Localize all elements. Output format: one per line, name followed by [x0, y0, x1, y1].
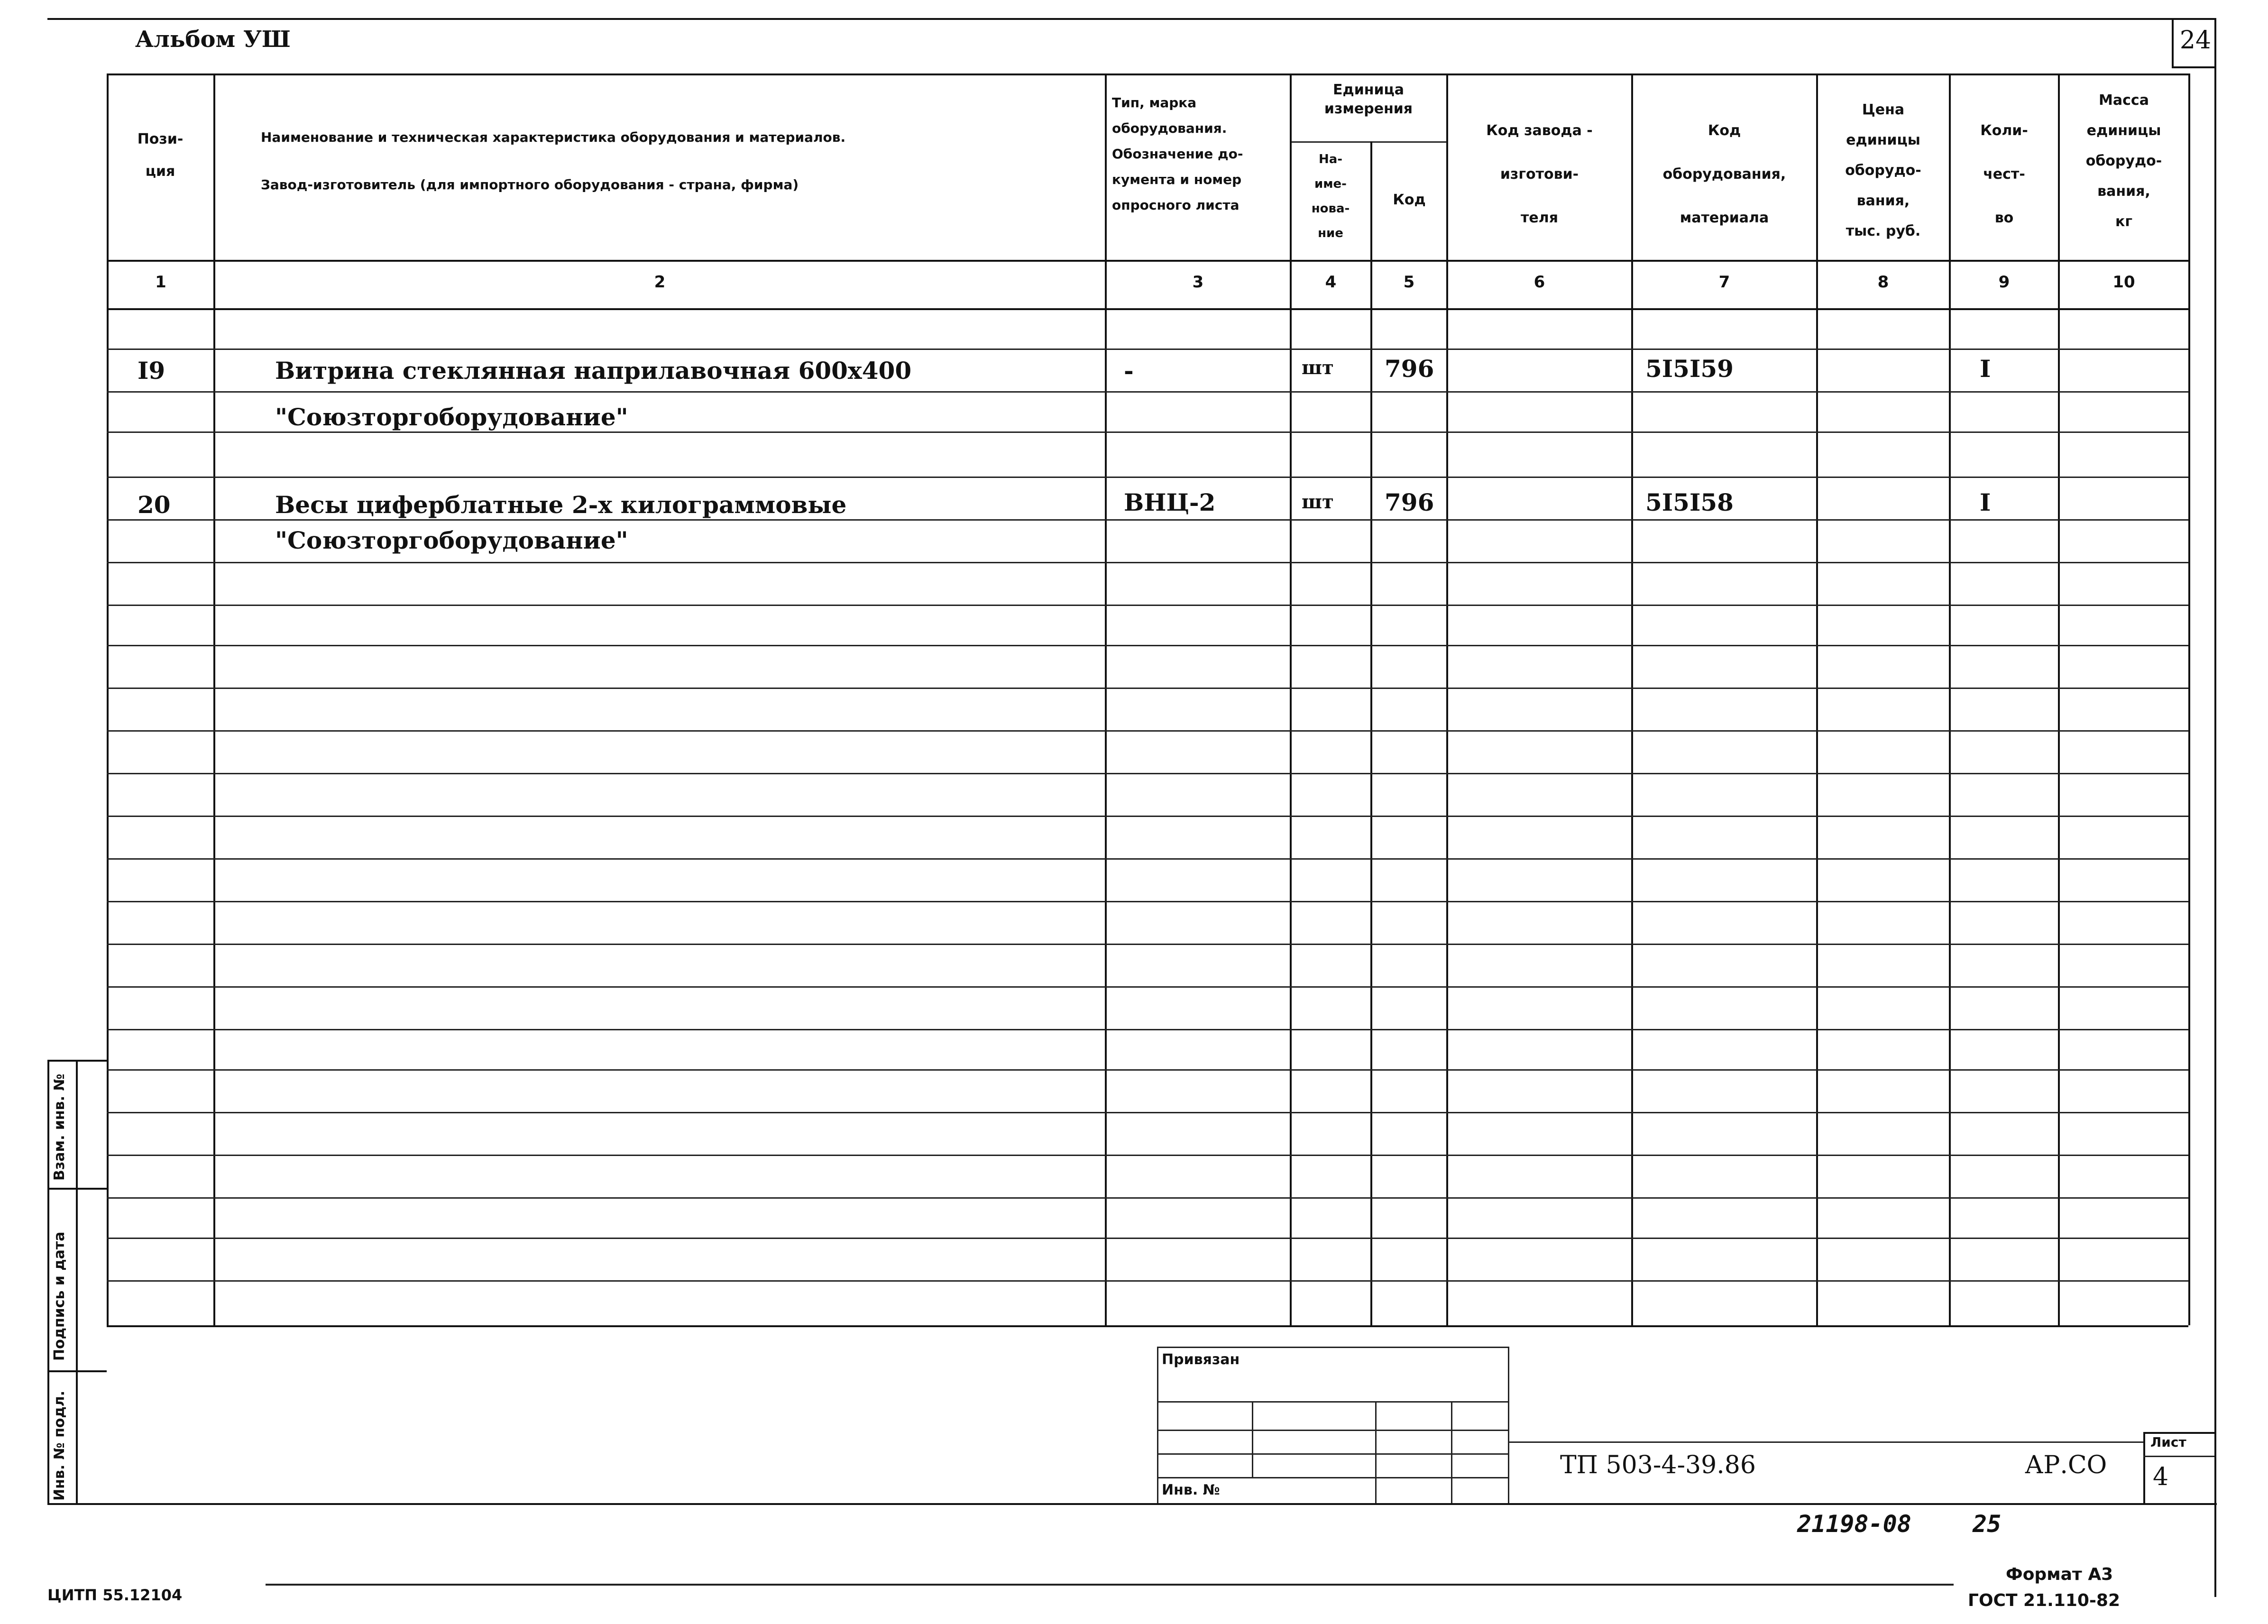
- linked-box-col: [1375, 1401, 1377, 1503]
- sheet-box-top: [2143, 1432, 2214, 1434]
- col-divider-6: [1631, 73, 1633, 1325]
- col-number-3: 3: [1192, 273, 1204, 292]
- row-type: -: [1124, 357, 1134, 385]
- col-divider-3: [1290, 73, 1292, 1325]
- row-line: [107, 645, 2188, 646]
- col-number-6: 6: [1533, 273, 1545, 292]
- frame-top-line: [47, 18, 2214, 20]
- row-line: [107, 391, 2188, 393]
- title-block-bottom: [107, 1503, 2217, 1505]
- row-line: [107, 1197, 2188, 1199]
- row-line: [107, 816, 2188, 817]
- sheet-label: Лист: [2150, 1434, 2186, 1450]
- row-line: [107, 730, 2188, 732]
- header-bottom-line: [107, 260, 2188, 262]
- side-strip-sep-2: [47, 1370, 107, 1372]
- row-qty: I: [1980, 355, 1991, 383]
- unit-group-divider: [1290, 141, 1446, 143]
- side-label-replace-inv: Взам. инв. №: [51, 1073, 68, 1181]
- col-divider-4: [1370, 141, 1372, 1325]
- col-divider-5: [1446, 73, 1448, 1325]
- col-number-2: 2: [654, 273, 666, 292]
- sheet-number: 4: [2153, 1463, 2169, 1491]
- col-number-7: 7: [1718, 273, 1730, 292]
- linked-box-row: [1157, 1401, 1508, 1403]
- side-strip-bottom: [47, 1503, 109, 1505]
- linked-box-col: [1252, 1401, 1253, 1477]
- footer-gost: ГОСТ 21.110-82: [1968, 1591, 2121, 1610]
- row-line: [107, 1029, 2188, 1030]
- row-unit: шт: [1302, 491, 1334, 513]
- col-divider-9: [2058, 73, 2060, 1325]
- col-number-5: 5: [1403, 273, 1415, 292]
- linked-box-row: [1157, 1430, 1508, 1431]
- doc-mark: АР.СО: [2025, 1451, 2107, 1479]
- col-header-3: Тип, марка оборудования. Обозначение до- кумента и номер опросного листа: [1112, 95, 1243, 213]
- col-divider-1: [213, 73, 215, 1325]
- sheet-box-left: [2143, 1432, 2145, 1503]
- frame-right-line: [2214, 18, 2216, 1597]
- row-unit: шт: [1302, 357, 1334, 379]
- archive-stamp-number: 21198-08: [1797, 1510, 1911, 1538]
- row-line: [107, 944, 2188, 945]
- row-line: [107, 1112, 2188, 1113]
- unit-group-header: Единица измерения: [1324, 82, 1413, 117]
- album-title: Альбом УШ: [135, 26, 291, 53]
- linked-box-left: [1157, 1347, 1158, 1503]
- col-divider-7: [1816, 73, 1818, 1325]
- row-line: [107, 986, 2188, 988]
- row-line: [107, 1280, 2188, 1282]
- linked-box-top: [1157, 1347, 1508, 1348]
- side-strip-top: [47, 1060, 107, 1062]
- row-line: [107, 688, 2188, 689]
- row-line: [107, 773, 2188, 774]
- col-divider-2: [1105, 73, 1107, 1325]
- col-divider-8: [1949, 73, 1951, 1325]
- col-number-9: 9: [1998, 273, 2010, 292]
- inv-no-label: Инв. №: [1162, 1482, 1220, 1498]
- col-number-10: 10: [2112, 273, 2135, 292]
- row-name: Весы циферблатные 2-х килограммовые: [275, 491, 847, 519]
- side-label-sign-date: Подпись и дата: [51, 1231, 68, 1361]
- row-equip-code: 5I5I59: [1645, 355, 1734, 383]
- linked-box-row: [1157, 1453, 1508, 1455]
- side-label-orig-inv: Инв. № подл.: [51, 1390, 68, 1501]
- doc-code-top: [1508, 1441, 2143, 1443]
- row-unit-code: 796: [1385, 355, 1434, 383]
- col-header-5: Код: [1393, 192, 1426, 208]
- footer-line: [266, 1584, 1954, 1586]
- page-number-box-bottom: [2172, 66, 2214, 68]
- sheet-box-divider: [2143, 1456, 2214, 1457]
- row-qty: I: [1980, 488, 1991, 516]
- table-bottom-line: [107, 1325, 2188, 1327]
- row-equip-code: 5I5I58: [1645, 488, 1734, 516]
- row-line: [107, 519, 2188, 521]
- col-header-9: Коли- чест- во: [1980, 122, 2028, 226]
- col-header-10: Масса единицы оборудо- вания, кг: [2085, 92, 2162, 230]
- row-line: [107, 562, 2188, 563]
- col-header-2: Наименование и техническая характеристика оборудования и материалов. Завод-изготовитель (для импортного оборудования - страна, фирма): [261, 129, 846, 193]
- row-position: I9: [138, 357, 165, 385]
- row-line: [107, 349, 2188, 350]
- col-header-7: Код оборудования, материала: [1662, 122, 1786, 226]
- row-line: [107, 1238, 2188, 1239]
- col-number-4: 4: [1325, 273, 1337, 292]
- linked-box-row: [1157, 1477, 1508, 1478]
- row-unit-code: 796: [1385, 488, 1434, 516]
- footer-left-code: ЦИТП 55.12104: [47, 1586, 183, 1604]
- row-name: "Союзторгоборудование": [275, 403, 628, 431]
- doc-code: ТП 503-4-39.86: [1560, 1451, 1756, 1479]
- side-strip-divider: [76, 1060, 78, 1503]
- col-header-6: Код завода - изготови- теля: [1486, 122, 1593, 226]
- row-name: Витрина стеклянная наприлавочная 600x400: [275, 357, 912, 385]
- col-header-4: На- име- нова- ние: [1311, 152, 1350, 240]
- col-header-8: Цена единицы оборудо- вания, тыс. руб.: [1845, 101, 1921, 239]
- colnum-bottom-line: [107, 308, 2188, 310]
- side-strip-left: [47, 1060, 49, 1503]
- linked-label: Привязан: [1162, 1351, 1240, 1368]
- row-name: "Союзторгоборудование": [275, 526, 628, 554]
- row-line: [107, 477, 2188, 478]
- row-line: [107, 1069, 2188, 1071]
- page-number: 24: [2179, 26, 2212, 55]
- row-line: [107, 901, 2188, 902]
- linked-box-col: [1451, 1401, 1452, 1503]
- row-position: 20: [138, 491, 171, 519]
- row-line: [107, 858, 2188, 860]
- linked-box-right: [1508, 1347, 1509, 1503]
- row-line: [107, 605, 2188, 606]
- col-number-8: 8: [1877, 273, 1889, 292]
- col-number-1: 1: [155, 273, 166, 292]
- footer-format: Формат А3: [2006, 1565, 2113, 1584]
- page-number-box-left: [2172, 18, 2174, 66]
- row-line: [107, 1155, 2188, 1156]
- archive-stamp-page: 25: [1973, 1510, 2002, 1538]
- row-type: ВНЦ-2: [1124, 488, 1216, 516]
- col-header-1: Пози- ция: [137, 131, 184, 180]
- table-right-line: [2188, 73, 2190, 1325]
- row-line: [107, 431, 2188, 433]
- side-strip-sep-1: [47, 1188, 107, 1190]
- table-top-line: [107, 73, 2188, 75]
